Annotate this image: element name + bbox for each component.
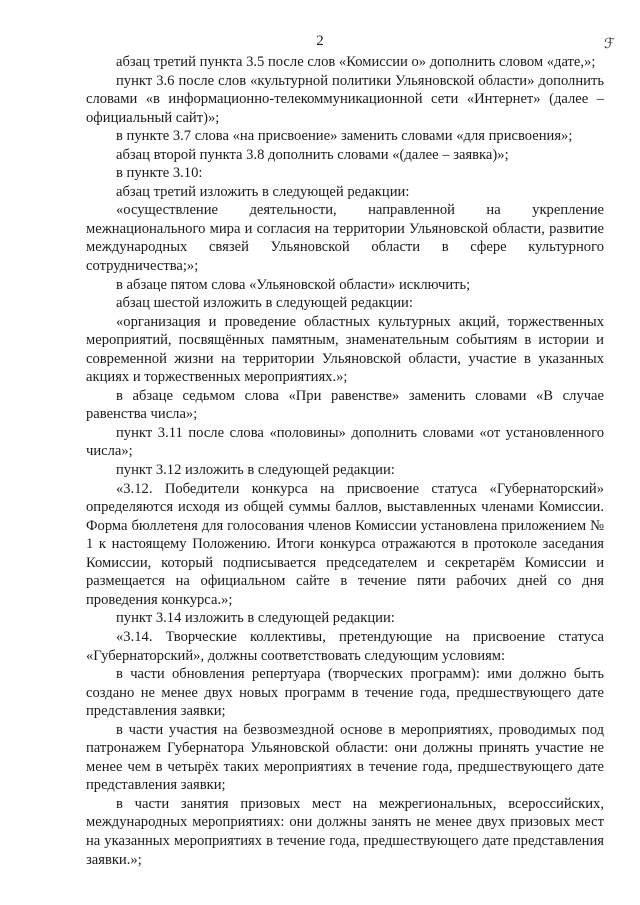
paragraph-3-8: абзац второй пункта 3.8 дополнить словами «(далее – заявка)»; (116, 146, 509, 163)
paragraph-3-10-abzac-5: в абзаце пятом слова «Ульяновской области» исключить; (116, 276, 471, 293)
paragraph-3-14-text: «3.14. Творческие коллективы, претендующие на присвоение статуса «Губернаторский», должны соответствовать следующим условиям: (86, 628, 604, 664)
paragraph-3-10-abzac-6: абзац шестой изложить в следующей редакции: (116, 295, 413, 312)
paragraph-3-14-events: в части участия на безвозмездной основе в мероприятиях, проводимых под патронажем Губернатора Ульяновской области: они должны принять участие не менее чем в четырёх таких мероприятиях в течение года, предшествующего дате представления заявки; (86, 721, 604, 794)
paragraph-3-11: пункт 3.11 после слова «половины» дополнить словами «от установленного числа»; (86, 424, 604, 460)
page-number: 2 (316, 33, 324, 49)
document-body (86, 53, 604, 869)
paragraph-3-7: в пункте 3.7 слова «на присвоение» заменить словами «для присвоения»; (116, 128, 573, 145)
paragraph-3-14-prizes: в части занятия призовых мест на межрегиональных, всероссийских, международных мероприятиях: они должны занять не менее двух призовых мест на указанных мероприятиях в течение года, предшествующего дате представления заявки.»; (86, 795, 604, 868)
margin-handwritten-mark: ℱ (604, 37, 616, 52)
paragraph-3-14-repertoire: в части обновления репертуара (творческих программ): ими должно быть создано не менее двух новых программ в течение года, предшествующего дате представления заявки; (86, 666, 604, 720)
paragraph-3-6: пункт 3.6 после слов «культурной политики Ульяновской области» дополнить словами «в информационно-телекоммуникационной сети «Интернет» (далее – официальный сайт)»; (86, 72, 604, 126)
paragraph-3-10-intro: в пункте 3.10: (116, 165, 203, 182)
paragraph-3-10-abzac-6-text: «организация и проведение областных культурных акций, торжественных мероприятий, посвящённых памятным, знаменательным событиям в истории и современной жизни на территории Ульяновской области, участие в указанных акциях и торжественных мероприятиях.»; (86, 313, 604, 386)
paragraph-3-5: абзац третий пункта 3.5 после слов «Комиссии о» дополнить словом «дате,»; (116, 54, 596, 70)
paragraph-3-12-intro: пункт 3.12 изложить в следующей редакции: (116, 462, 395, 479)
paragraph-3-14-intro: пункт 3.14 изложить в следующей редакции: (116, 610, 395, 627)
paragraph-3-10-abzac-3: абзац третий изложить в следующей редакции: (116, 183, 410, 200)
paragraph-3-12-text: «3.12. Победители конкурса на присвоение статуса «Губернаторский» определяются исходя из общей суммы баллов, выставленных членами Комиссии. Форма бюллетеня для голосования членов Комиссии установлена приложением № 1 к настоящему Положению. Итоги конкурса отражаются в протоколе заседания Комиссии, который подписывается председателем и секретарём Комиссии и размещается на официальном сайте в течение пяти рабочих дней со дня проведения конкурса.»; (86, 480, 604, 608)
paragraph-3-10-abzac-7: в абзаце седьмом слова «При равенстве» заменить словами «В случае равенства числа»; (86, 387, 604, 423)
paragraph-3-10-abzac-3-text: «осуществление деятельности, направленной на укрепление межнационального мира и согласия на территории Ульяновской области, развитие международных связей Ульяновской области в сфере культурного сотрудничества;»; (86, 202, 604, 275)
